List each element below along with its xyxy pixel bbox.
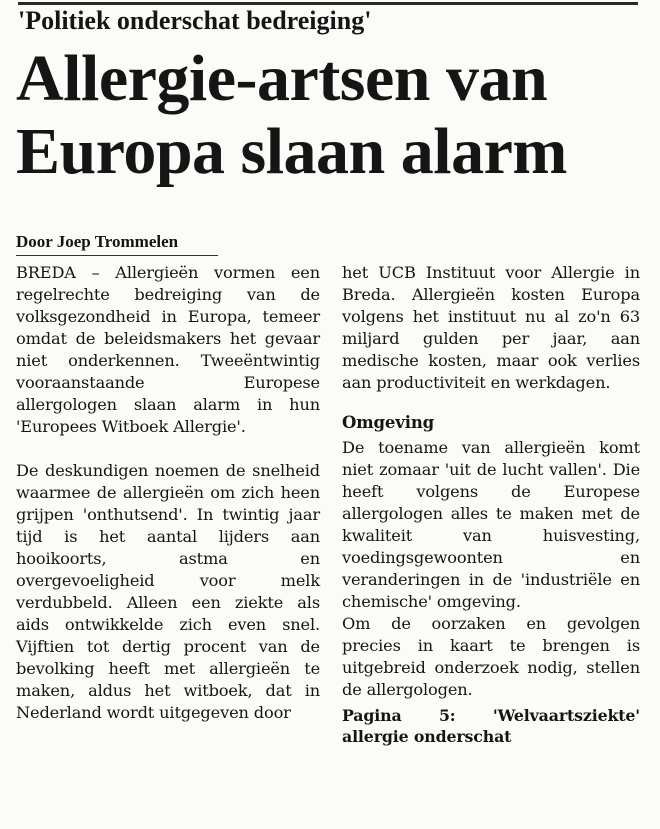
top-rule (18, 2, 638, 5)
headline-line-1: Allergie-artsen van (16, 42, 548, 115)
paragraph-environment: De toename van allergieën komt niet zomaar 'uit de lucht vallen'. Die heeft volgens de Europese allergologen alles te maken met de kwaliteit van huisvesting, voedingsgewoonten en veranderingen in de 'industriële en chemische' omgeving. (342, 438, 640, 611)
paragraph-intro: BREDA – Allergieën vormen een regelrechte bedreiging van de volksgezondheid in Europa, temeer omdat de beleidsmakers het gevaar niet onderkennen. Tweeëntwintig vooraanstaande Europese allergologen slaan alarm in hun 'Europees Witboek Allergie'. (16, 263, 320, 436)
headline-line-2: Europa slaan alarm (16, 115, 567, 188)
kicker: 'Politiek onderschat bedreiging' (18, 6, 372, 35)
paragraph-costs: het UCB Instituut voor Allergie in Breda. Allergieën kosten Europa volgens het instituut nu al zo'n 63 miljard gulden per jaar, aan medische kosten, maar ook verlies aan productiviteit en werkdagen. (342, 263, 640, 392)
article-column-left (16, 262, 320, 724)
paragraph-experts: De deskundigen noemen de snelheid waarmee de allergieën om zich heen grijpen 'onthutsend'. In twintig jaar tijd is het aantal lijders aan hooikoorts, astma en overgevoeligheid voor melk verdubbeld. Alleen een ziekte als aids ontwikkelde zich even snel. Vijftien tot dertig procent van de bevolking heeft met allergieën te maken, aldus het witboek, dat in Nederland wordt uitgegeven door (16, 461, 320, 722)
page-reference: Pagina 5: 'Welvaartsziekte' allergie onderschat (342, 706, 640, 746)
byline: Door Joep Trommelen (16, 232, 218, 256)
paragraph-research: Om de oorzaken en gevolgen precies in kaart te brengen is uitgebreid onderzoek nodig, stellen de allergologen. (342, 614, 640, 699)
headline (16, 42, 646, 188)
article-column-right (342, 262, 640, 747)
subhead-omgeving: Omgeving (342, 413, 435, 432)
